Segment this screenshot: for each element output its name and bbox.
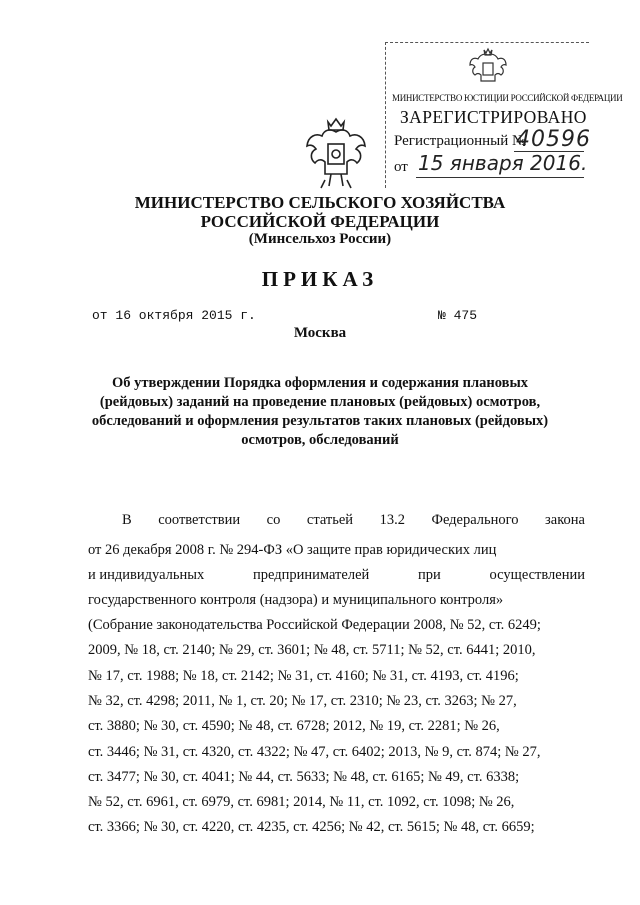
stamp-date-prefix: от: [394, 159, 408, 175]
body-line: [88, 542, 585, 559]
order-title-line: (рейдовых) заданий на проведение плановых (рейдовых) осмотров,: [99, 394, 541, 410]
body-word: (Собрание законодательства Российской Федерации 2008, № 52, ст. 6249;: [88, 617, 541, 633]
body-word: 13.2: [379, 512, 405, 528]
order-title-line: осмотров, обследований: [241, 432, 399, 448]
body-line: [88, 592, 585, 609]
body-word: осуществлении: [489, 567, 585, 583]
body-word: от 26 декабря 2008 г. № 294-ФЗ «О защите прав юридических лиц: [88, 542, 497, 558]
stamp-reg-number: 40596: [516, 127, 591, 152]
stamp-ministry-name: МИНИСТЕРСТВО ЮСТИЦИИ РОССИЙСКОЙ ФЕДЕРАЦИИ: [392, 93, 623, 103]
ministry-name-line1: МИНИСТЕРСТВО СЕЛЬСКОГО ХОЗЯЙСТВА: [134, 193, 506, 212]
ministry-short-name: (Минсельхоз России): [248, 231, 392, 247]
coat-of-arms-icon: [301, 114, 371, 192]
body-line: [122, 512, 585, 529]
stamp-date-underline: [416, 177, 584, 178]
body-word: при: [418, 567, 441, 583]
document-type: ПРИКАЗ: [261, 267, 379, 291]
body-word: Федерального: [431, 512, 519, 528]
body-line: [88, 567, 585, 584]
body-line: [88, 769, 585, 786]
order-date: от 16 октября 2015 г.: [92, 308, 256, 323]
body-word: № 32, ст. 4298; 2011, № 1, ст. 20; № 17, ст. 2310; № 23, ст. 3263; № 27,: [88, 693, 517, 709]
body-line: [88, 617, 585, 634]
body-word: со: [266, 512, 281, 528]
body-word: статьей: [306, 512, 354, 528]
registration-stamp: [385, 42, 623, 188]
body-word: ст. 3880; № 30, ст. 4590; № 48, ст. 6728; 2012, № 19, ст. 2281; № 26,: [88, 718, 500, 734]
stamp-registered-label: ЗАРЕГИСТРИРОВАНО: [400, 107, 587, 127]
body-word: ст. 3446; № 31, ст. 4320, ст. 4322; № 47, ст. 6402; 2013, № 9, ст. 874; № 27,: [88, 744, 541, 760]
body-line: [88, 794, 585, 811]
body-word: государственного контроля (надзора) и муниципального контроля»: [88, 592, 504, 608]
stamp-handwritten-date: 15 января 2016.: [418, 151, 588, 175]
ministry-name-line2: РОССИЙСКОЙ ФЕДЕРАЦИИ: [200, 212, 440, 231]
body-word: № 17, ст. 1988; № 18, ст. 2142; № 31, ст. 4160; № 31, ст. 4193, ст. 4196;: [88, 668, 519, 684]
order-title-line: Об утверждении Порядка оформления и содержания плановых: [111, 375, 529, 391]
body-word: ст. 3477; № 30, ст. 4041; № 44, ст. 5633; № 48, ст. 6165; № 49, ст. 6338;: [88, 769, 520, 785]
order-number: № 475: [438, 308, 478, 323]
body-word: 2009, № 18, ст. 2140; № 29, ст. 3601; № 48, ст. 5711; № 52, ст. 6441; 2010,: [88, 642, 536, 658]
body-word: соответствии: [158, 512, 241, 528]
body-word: № 52, ст. 6961, ст. 6979, ст. 6981; 2014, № 11, ст. 1092, ст. 1098; № 26,: [88, 794, 515, 810]
body-word: предпринимателей: [253, 567, 370, 583]
body-line: [88, 642, 585, 659]
body-word: закона: [545, 512, 585, 528]
body-line: [88, 668, 585, 685]
body-word: и индивидуальных: [88, 567, 205, 583]
city: Москва: [293, 325, 347, 341]
body-word: ст. 3366; № 30, ст. 4220, ст. 4235, ст. 4256; № 42, ст. 5615; № 48, ст. 6659;: [88, 819, 535, 835]
body-line: [88, 744, 585, 761]
order-title-line: обследований и оформления результатов таких плановых (рейдовых): [91, 413, 549, 429]
body-line: [88, 693, 585, 710]
body-line: [88, 819, 585, 836]
stamp-reg-label: Регистрационный №: [394, 133, 527, 149]
body-word: В: [122, 512, 132, 528]
body-line: [88, 718, 585, 735]
coat-of-arms-icon: [466, 47, 510, 87]
